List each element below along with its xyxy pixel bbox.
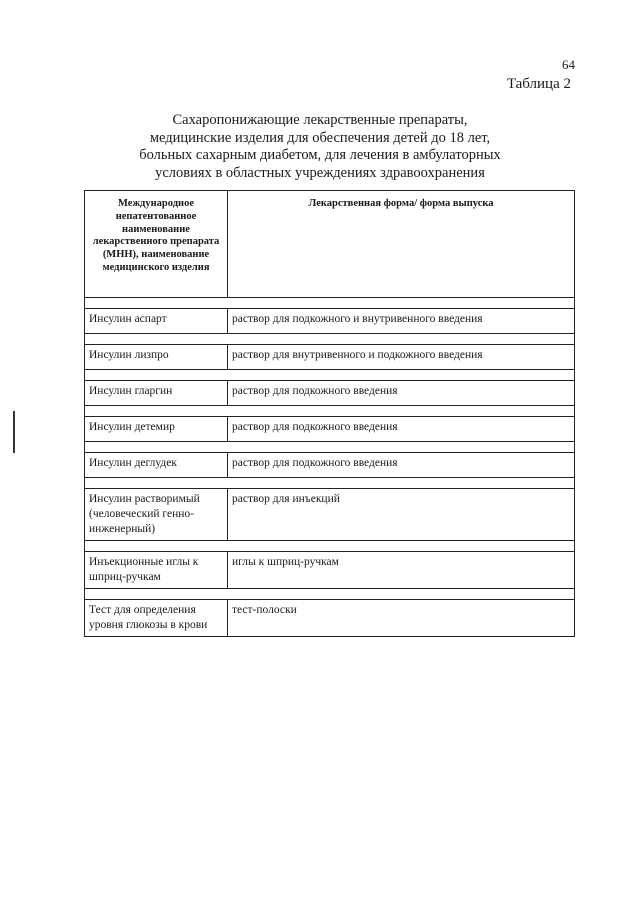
table-row [85,381,575,406]
drug-form-cell: тест-полоски [228,600,575,637]
header-name-column: Международное непатентованное наименование лекарственного препарата (МНН), наименование медицинского изделия [85,191,228,298]
table-label: Таблица 2 [506,76,571,92]
drug-form-cell: раствор для инъекций [228,489,575,541]
row-gap [85,298,575,309]
table-header-row [85,191,575,298]
row-gap [85,541,575,552]
drug-name-cell: Инсулин аспарт [85,309,228,334]
drug-name-cell: Инсулин растворимый (человеческий генно-инженерный) [85,489,228,541]
title-line-4: условиях в областных учреждениях здравоохранения [155,164,485,181]
drug-name-cell: Инъекционные иглы к шприц-ручкам [85,552,228,589]
row-gap [85,334,575,345]
table-row [85,552,575,589]
drugs-table [84,190,575,637]
drug-name-cell: Инсулин деглудек [85,453,228,478]
drug-form-cell: раствор для подкожного введения [228,453,575,478]
row-gap-cell [85,541,575,552]
title-line-3: больных сахарным диабетом, для лечения в амбулаторных [139,147,501,163]
drug-form-cell: раствор для внутривенного и подкожного введения [228,345,575,370]
table-row [85,309,575,334]
header-form-column: Лекарственная форма/ форма выпуска [228,191,575,298]
drug-form-cell: иглы к шприц-ручкам [228,552,575,589]
table-row [85,417,575,442]
row-gap-cell [85,370,575,381]
title-line-1: Сахаропонижающие лекарственные препараты, [172,112,468,128]
row-gap [85,442,575,453]
drug-name-cell: Инсулин детемир [85,417,228,442]
row-gap-cell [85,589,575,600]
row-gap-cell [85,478,575,489]
page-number: 64 [562,57,575,72]
row-gap [85,589,575,600]
row-gap-cell [85,442,575,453]
table-row [85,453,575,478]
title-line-2: медицинские изделия для обеспечения детей до 18 лет, [149,129,491,146]
drug-name-cell: Инсулин гларгин [85,381,228,406]
row-gap-cell [85,334,575,345]
row-gap [85,370,575,381]
drug-name-cell: Инсулин лизпро [85,345,228,370]
drug-name-cell: Тест для определения уровня глюкозы в крови [85,600,228,637]
row-gap-cell [85,406,575,417]
row-gap [85,478,575,489]
drug-form-cell: раствор для подкожного введения [228,417,575,442]
drug-form-cell: раствор для подкожного и внутривенного введения [228,309,575,334]
document-title [100,112,540,182]
margin-mark [13,411,15,453]
table-row [85,600,575,637]
row-gap [85,406,575,417]
drug-form-cell: раствор для подкожного введения [228,381,575,406]
table-row [85,489,575,541]
row-gap-cell [85,298,575,309]
table-row [85,345,575,370]
